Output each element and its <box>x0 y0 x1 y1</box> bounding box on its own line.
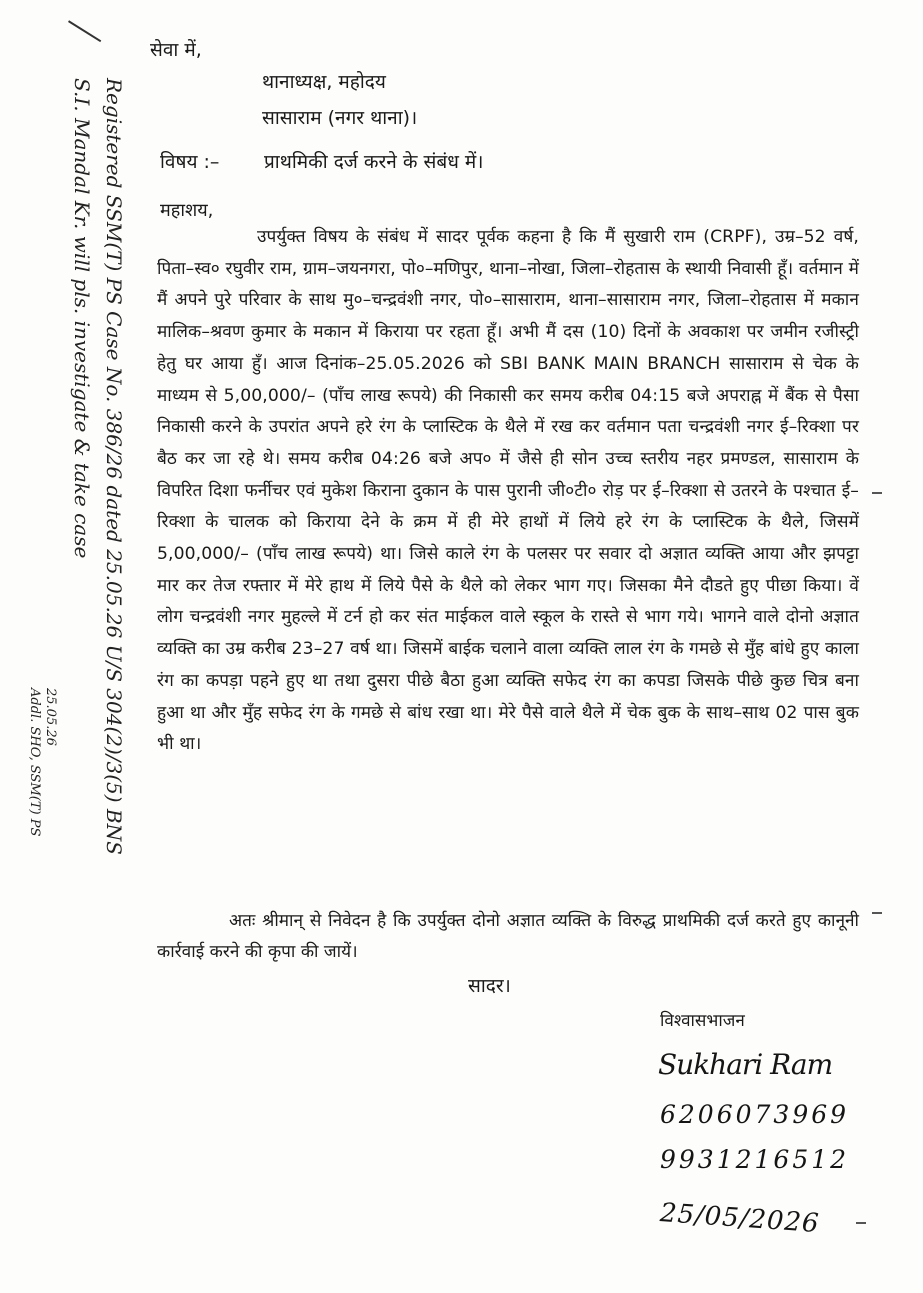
salutation-to: सेवा में, <box>150 39 202 61</box>
endorsement-officer-note <box>26 688 58 898</box>
sadar-text: सादर। <box>468 975 511 997</box>
handwritten-signature: Sukhari Ram <box>658 1048 833 1081</box>
handwritten-phone1: 6206073969 <box>660 1100 850 1129</box>
subject-text: प्राथमिकी दर्ज करने के संबंध में। <box>264 151 484 173</box>
corner-pen-mark <box>68 0 115 42</box>
endorsement-small1: 25.05.26 <box>43 688 58 746</box>
addressee-line2: सासाराम (नगर थाना)। <box>262 107 418 129</box>
letter-request: अतः श्रीमान् से निवेदन है कि उपर्युक्त दोनो अज्ञात व्यक्ति के विरुद्ध प्राथमिकी दर्ज करते हुए कानूनी कार्रवाई करने की कृपा की जायें। <box>157 911 859 962</box>
greeting: महाशय, <box>160 200 214 221</box>
addressee-line1: थानाध्यक्ष, महोदय <box>262 71 386 93</box>
handwritten-endorsement <box>66 78 130 855</box>
endorsement-small2: Addl. SHO, SSM(T) PS <box>27 688 42 837</box>
handwritten-date: 25/05/2026 <box>658 1198 821 1240</box>
handwritten-phone2: 9931216512 <box>660 1145 850 1174</box>
closing-text: विश्वासभाजन <box>660 1011 745 1031</box>
margin-tick <box>872 492 882 494</box>
margin-tick <box>856 1222 866 1224</box>
subject-label: विषय :– <box>160 151 220 173</box>
margin-tick <box>872 912 882 914</box>
endorsement-line1: Registered SSM(T) PS Case No. 386/26 dated 25.05.26 U/S 304(2)/3(5) BNS <box>102 78 126 855</box>
letter-body: उपर्युक्त विषय के संबंध में सादर पूर्वक कहना है कि मैं सुखारी राम (CRPF), उम्र–52 वर्ष, पिता–स्व० रघुवीर राम, ग्राम–जयनगरा, पो०–मणिपुर, थाना–नोखा, जिला–रोहतास के स्थायी निवासी हूँ। वर्तमान में मैं अपने पुरे परिवार के साथ मु०–चन्द्रवंशी नगर, पो०–सासाराम, थाना–सासाराम नगर, जिला–रोहतास में मकान मालिक–श्रवण कुमार के मकान में किराया पर रहता हूँ। अभी मैं दस (10) दिनों के अवकाश पर जमीन रजीस्ट्री हेतु घर आया हुँ। आज दिनांक–25.05.2026 को SBI BANK MAIN BRANCH सासाराम से चेक के माध्यम से 5,00,000/– (पाँच लाख रूपये) की निकासी कर समय करीब 04:15 बजे अपराह्न में बैंक से पैसा निकासी करने के उपरांत अपने हरे रंग के प्लास्टिक के थैले में रख कर वर्तमान पता चन्द्रवंशी नगर ई–रिक्शा पर बैठ कर जा रहे थे। समय करीब 04:26 बजे अप० में जैसे ही सोन उच्च स्तरीय नहर प्रमण्डल, सासाराम के विपरित दिशा फर्नीचर एवं मुकेश किराना दुकान के पास पुरानी जी०टी० रोड़ पर ई–रिक्शा से उतरने के पश्चात ई–रिक्शा के चालक को किराया देने के क्रम में ही मेरे हाथों में लिये हरे रंग के प्लास्टिक के थैले, जिसमें 5,00,000/– (पाँच लाख रूपये) था। जिसे काले रंग के पलसर पर सवार दो अज्ञात व्यक्ति आया और झपट्टा मार कर तेज रफ्तार में मेरे हाथ में लिये पैसे के थैले को लेकर भाग गए। जिसका मैने दौडते हुए पीछा किया। वें लोग चन्द्रवंशी नगर मुहल्ले में टर्न हो कर संत माईकल वाले स्कूल के रास्ते से भाग गये। भागने वाले दोनो अज्ञात व्यक्ति का उम्र करीब 23–27 वर्ष था। जिसमें बाईक चलाने वाला व्यक्ति लाल रंग के गमछे से मुँह बांधे हुए काला रंग का कपड़ा पहने हुए था तथा दुसरा पीछे बैठा हुआ व्यक्ति सफेद रंग का कपडा जिसके पीछे कुछ चित्र बना हुआ था और मुँह सफेद रंग के गमछे से बांध रखा था। मेरे पैसे वाले थैले में चेक बुक के साथ–साथ 02 पास बुक भी था। <box>157 227 859 755</box>
endorsement-line2: S.I. Mandal Kr. will pls. investigate & take case <box>70 78 94 559</box>
